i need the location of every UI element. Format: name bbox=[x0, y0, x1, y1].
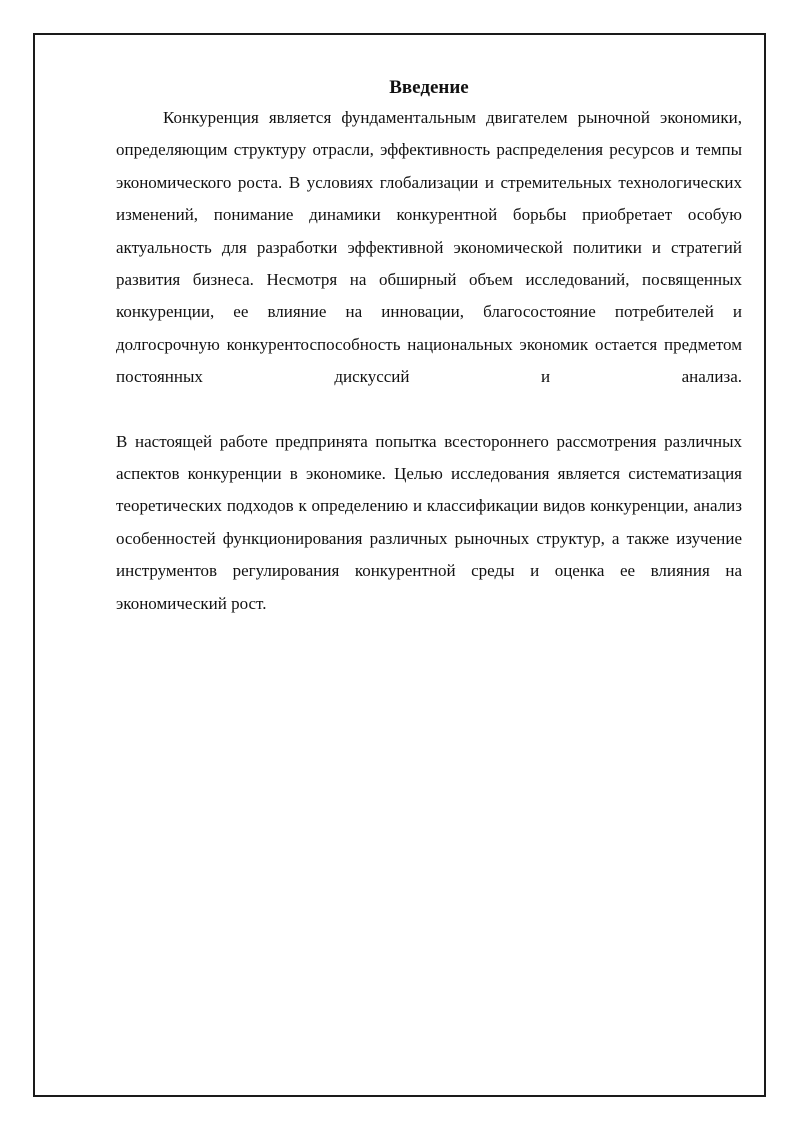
paragraph-goal: В настоящей работе предпринята попытка всестороннего рассмотрения различных аспектов конкуренции в экономике. Целью исследования является систематизация теоретических подходов к определению и классификации видов конкуренции, анализ особенностей функционирования различных рыночных структур, а также изучение инструментов регулирования конкурентной среды и оценка ее влияния на экономический рост. bbox=[116, 431, 742, 613]
paragraph-intro: Конкуренция является фундаментальным двигателем рыночной экономики, определяющим структуру отрасли, эффективность распределения ресурсов и темпы экономического роста. В условиях глобализации и стремительных технологических изменений, понимание динамики конкурентной борьбы приобретает особую актуальность для разработки эффективной экономической политики и стратегий развития бизнеса. Несмотря на обширный объем исследований, посвященных конкуренции, ее влияние на инновации, благосостояние потребителей и долгосрочную конкурентоспособность национальных экономик остается предметом постоянных дискуссий и анализа. bbox=[116, 108, 742, 387]
paragraph-spacer bbox=[116, 394, 742, 426]
document-title: Введение bbox=[389, 77, 469, 98]
document-body bbox=[116, 74, 742, 620]
